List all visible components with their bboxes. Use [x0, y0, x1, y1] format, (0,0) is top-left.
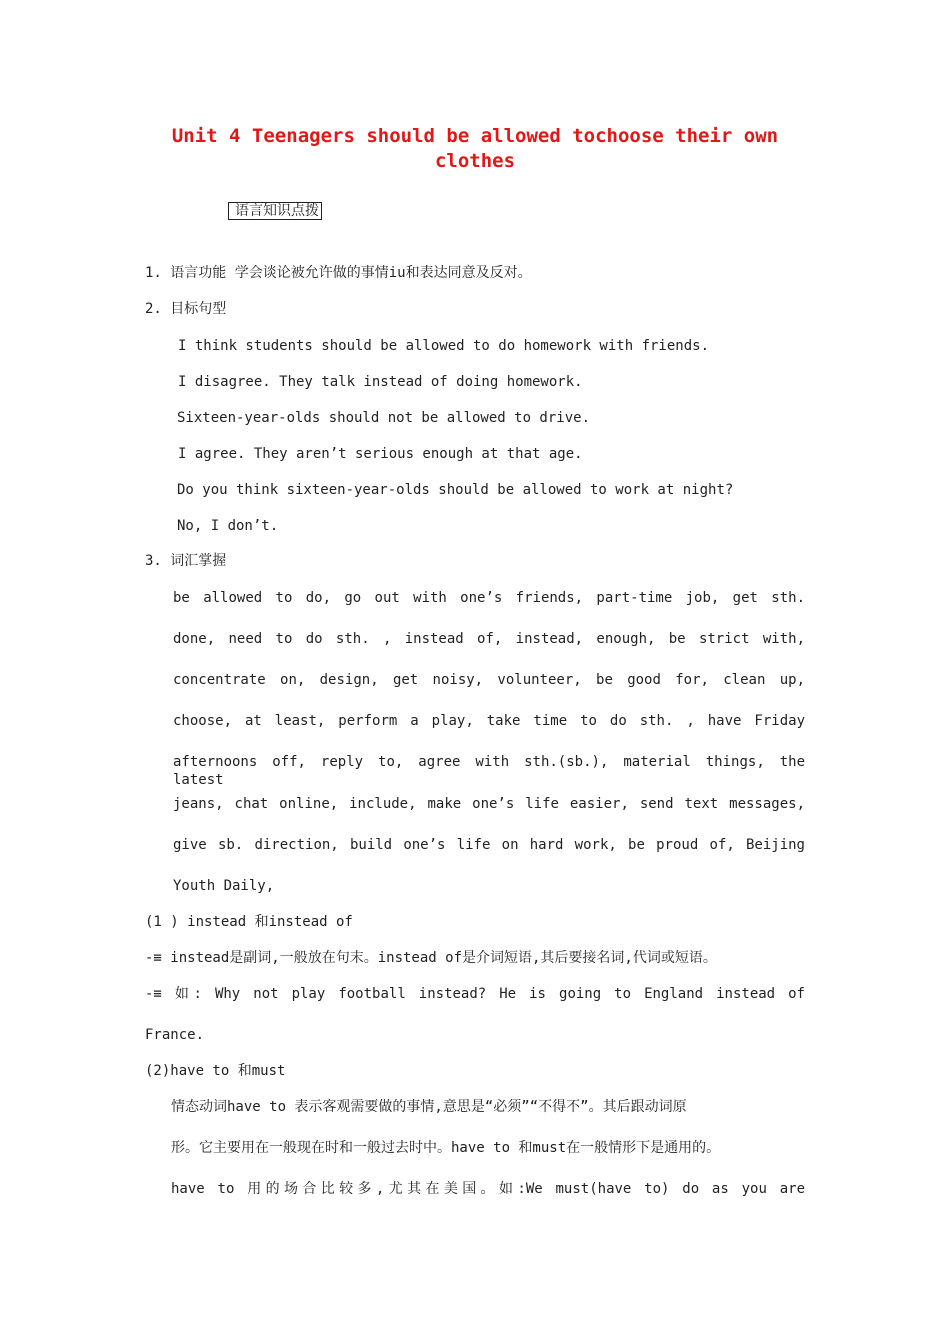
vocabulary-line: jeans, chat online, include, make one’s life easier, send text messages,: [173, 796, 805, 812]
sentence: I disagree. They talk instead of doing homework.: [178, 374, 583, 390]
item-target-sentences: 2. 目标句型: [145, 301, 227, 317]
document-title-line-1: Unit 4 Teenagers should be allowed tochoose their own: [171, 125, 779, 147]
vocabulary-line: be allowed to do, go out with one’s friends, part-time job, get sth.: [173, 590, 805, 606]
item-language-function: 1. 语言功能 学会谈论被允许做的事情iu和表达同意及反对。: [145, 265, 532, 281]
point-2-line: have to 用的场合比较多,尤其在美国。如:We must(have to) do as you are: [171, 1181, 805, 1197]
point-2-line: 情态动词have to 表示客观需要做的事情,意思是“必须”“不得不”。其后跟动词原: [171, 1099, 687, 1115]
item-vocabulary: 3. 词汇掌握: [145, 553, 227, 569]
document-title-line-2: clothes: [434, 150, 516, 172]
point-2-heading: (2)have to 和must: [145, 1063, 286, 1079]
vocabulary-line: give sb. direction, build one’s life on hard work, be proud of, Beijing: [173, 837, 805, 853]
sentence: Sixteen-year-olds should not be allowed to drive.: [177, 410, 591, 426]
vocabulary-line: concentrate on, design, get noisy, volunteer, be good for, clean up,: [173, 672, 805, 688]
section-label: [228, 202, 322, 220]
point-1-example-continued: France.: [145, 1027, 205, 1043]
point-1-heading: (1 ) instead 和instead of: [145, 914, 353, 930]
sentence: I agree. They aren’t serious enough at that age.: [178, 446, 583, 462]
section-label-box: 语言知识点拨: [228, 202, 322, 220]
vocabulary-line: afternoons off, reply to, agree with sth.(sb.), material things, the latest: [173, 754, 805, 788]
point-2-line: 形。它主要用在一般现在时和一般过去时中。have to 和must在一般情形下是通用的。: [171, 1140, 721, 1156]
sentence: Do you think sixteen-year-olds should be allowed to work at night?: [177, 482, 734, 498]
point-1-explanation: -≡ instead是副词,一般放在句末。instead of是介词短语,其后要接名词,代词或短语。: [145, 950, 717, 966]
vocabulary-line: choose, at least, perform a play, take time to do sth. , have Friday: [173, 713, 805, 729]
sentence: I think students should be allowed to do homework with friends.: [178, 338, 710, 354]
point-1-example: -≡ 如: Why not play football instead? He is going to England instead of: [145, 986, 805, 1002]
vocabulary-line: done, need to do sth. , instead of, instead, enough, be strict with,: [173, 631, 805, 647]
sentence: No, I don’t.: [177, 518, 279, 534]
vocabulary-line: Youth Daily,: [173, 878, 275, 894]
